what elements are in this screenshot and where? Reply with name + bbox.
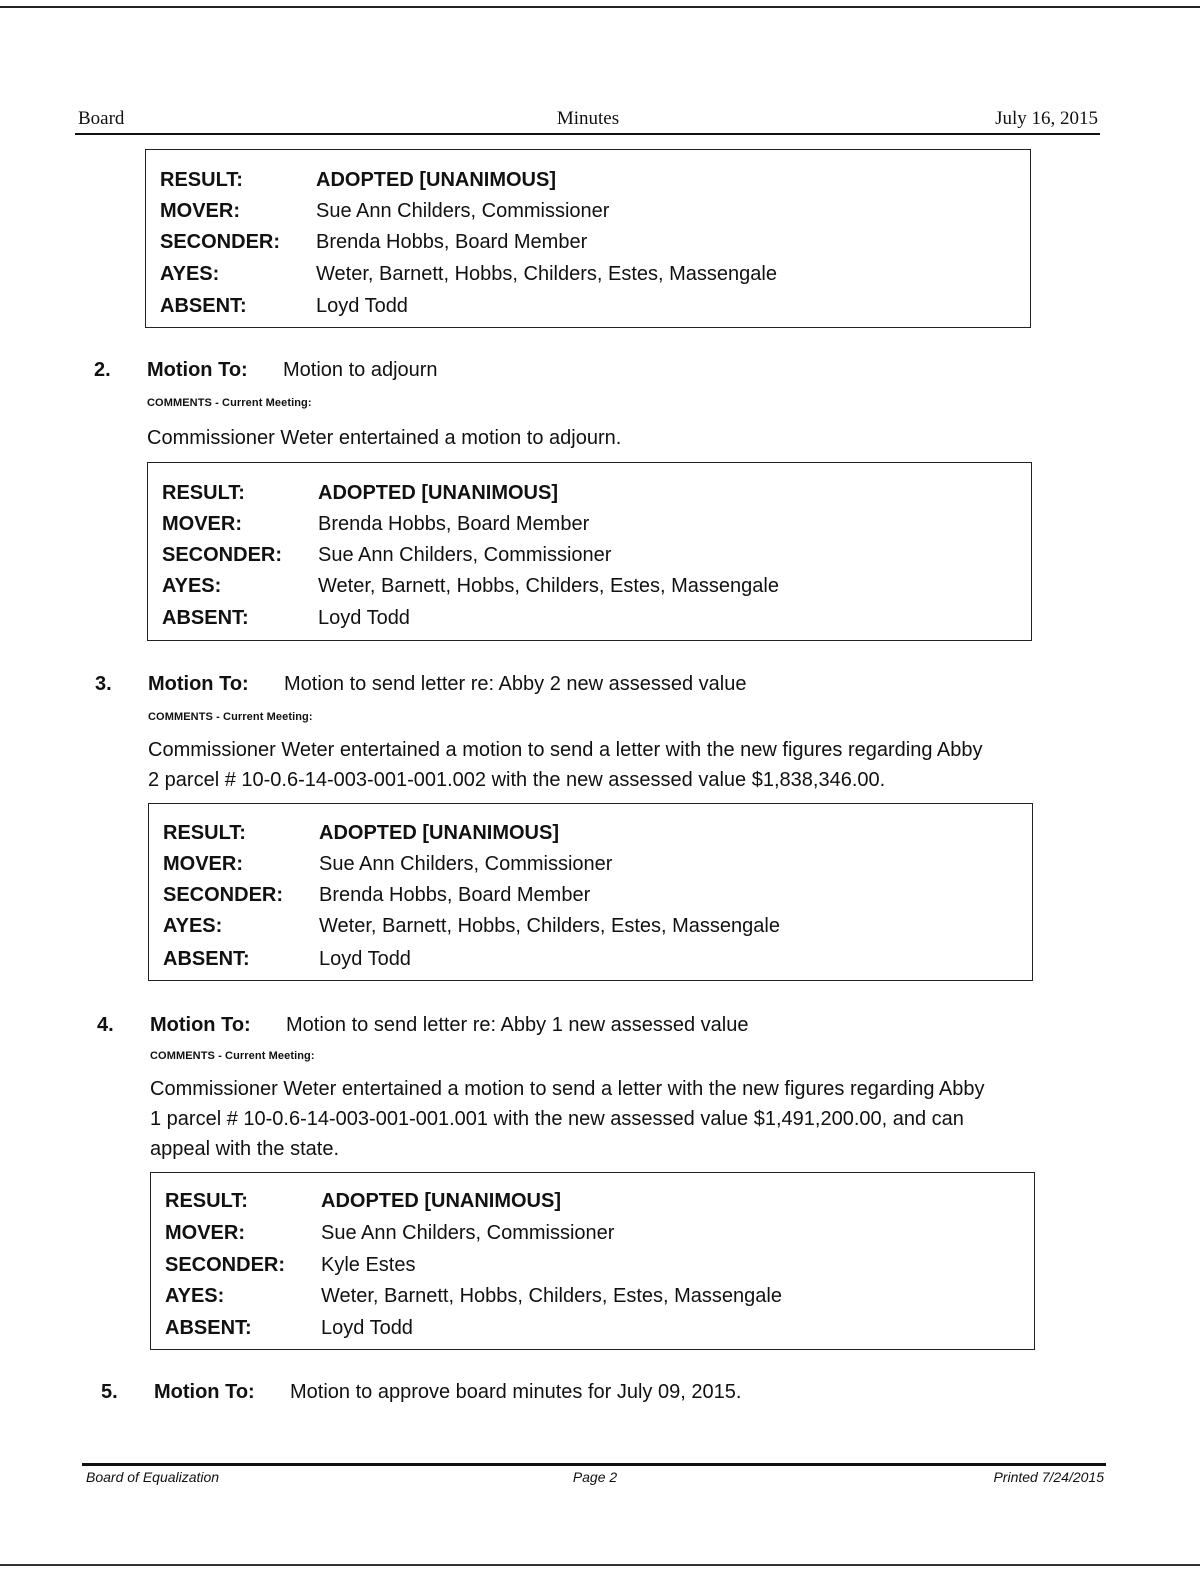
motion-number: 3. bbox=[95, 673, 112, 695]
result-label: RESULT: bbox=[162, 482, 245, 504]
absent-label: ABSENT: bbox=[162, 607, 249, 629]
result-label: RESULT: bbox=[163, 822, 246, 844]
absent-value: Loyd Todd bbox=[316, 295, 408, 317]
mover-value: Brenda Hobbs, Board Member bbox=[318, 513, 590, 535]
comment-line: 2 parcel # 10-0.6-14-003-001-001.002 with the new assessed value $1,838,346.00. bbox=[148, 769, 886, 791]
result-value: ADOPTED [UNANIMOUS] bbox=[319, 822, 559, 844]
result-label: RESULT: bbox=[160, 169, 243, 191]
comment-text bbox=[148, 735, 1038, 795]
comment-text bbox=[150, 1074, 1040, 1164]
seconder-label: SECONDER: bbox=[162, 544, 283, 566]
motion-title: Motion to approve board minutes for July 09, 2015. bbox=[290, 1381, 742, 1403]
mover-label: MOVER: bbox=[160, 200, 240, 222]
page-header bbox=[78, 108, 1098, 134]
ayes-label: AYES: bbox=[160, 263, 220, 285]
motion-title: Motion to adjourn bbox=[283, 359, 438, 381]
comment-line: appeal with the state. bbox=[150, 1138, 340, 1160]
comment-line: Commissioner Weter entertained a motion to adjourn. bbox=[147, 427, 622, 449]
ayes-value: Weter, Barnett, Hobbs, Childers, Estes, Massengale bbox=[319, 915, 780, 937]
header-left: Board bbox=[78, 108, 125, 129]
ayes-label: AYES: bbox=[163, 915, 223, 937]
comments-label: COMMENTS - Current Meeting: bbox=[147, 397, 312, 409]
absent-label: ABSENT: bbox=[163, 948, 250, 970]
motion-number: 5. bbox=[101, 1381, 118, 1403]
seconder-label: SECONDER: bbox=[165, 1254, 286, 1276]
seconder-value: Kyle Estes bbox=[321, 1254, 416, 1276]
mover-value: Sue Ann Childers, Commissioner bbox=[316, 200, 610, 222]
result-label: RESULT: bbox=[165, 1190, 248, 1212]
comment-line: Commissioner Weter entertained a motion to send a letter with the new figures regarding Abby bbox=[148, 739, 983, 761]
motion-to-label: Motion To: bbox=[154, 1381, 255, 1403]
absent-label: ABSENT: bbox=[160, 295, 247, 317]
seconder-value: Sue Ann Childers, Commissioner bbox=[318, 544, 612, 566]
comments-label: COMMENTS - Current Meeting: bbox=[150, 1050, 315, 1062]
absent-value: Loyd Todd bbox=[319, 948, 411, 970]
ayes-value: Weter, Barnett, Hobbs, Childers, Estes, Massengale bbox=[316, 263, 777, 285]
header-right-date: July 16, 2015 bbox=[995, 108, 1098, 129]
ayes-value: Weter, Barnett, Hobbs, Childers, Estes, Massengale bbox=[318, 575, 779, 597]
motion-to-label: Motion To: bbox=[148, 673, 249, 695]
mover-value: Sue Ann Childers, Commissioner bbox=[321, 1222, 615, 1244]
seconder-value: Brenda Hobbs, Board Member bbox=[316, 231, 588, 253]
comment-line: Commissioner Weter entertained a motion to send a letter with the new figures regarding Abby bbox=[150, 1078, 985, 1100]
seconder-value: Brenda Hobbs, Board Member bbox=[319, 884, 591, 906]
mover-label: MOVER: bbox=[163, 853, 243, 875]
seconder-label: SECONDER: bbox=[163, 884, 284, 906]
header-divider bbox=[75, 133, 1100, 135]
printed-date: Printed 7/24/2015 bbox=[993, 1469, 1104, 1485]
footer-divider bbox=[82, 1463, 1106, 1466]
ayes-value: Weter, Barnett, Hobbs, Childers, Estes, Massengale bbox=[321, 1285, 782, 1307]
page-footer bbox=[86, 1469, 1104, 1491]
motion-number: 4. bbox=[97, 1014, 114, 1036]
header-center: Minutes bbox=[556, 108, 620, 129]
motion-to-label: Motion To: bbox=[147, 359, 248, 381]
absent-value: Loyd Todd bbox=[318, 607, 410, 629]
ayes-label: AYES: bbox=[162, 575, 222, 597]
vote-result-box-4 bbox=[150, 1172, 1035, 1350]
seconder-label: SECONDER: bbox=[160, 231, 281, 253]
scan-edge-bottom bbox=[0, 1564, 1200, 1566]
footer-left: Board of Equalization bbox=[86, 1469, 220, 1485]
vote-result-box-2 bbox=[147, 462, 1032, 641]
vote-result-box-1 bbox=[145, 149, 1031, 328]
absent-label: ABSENT: bbox=[165, 1317, 252, 1339]
ayes-label: AYES: bbox=[165, 1285, 225, 1307]
result-value: ADOPTED [UNANIMOUS] bbox=[316, 169, 556, 191]
mover-label: MOVER: bbox=[165, 1222, 245, 1244]
motion-title: Motion to send letter re: Abby 1 new assessed value bbox=[286, 1014, 749, 1036]
motion-title: Motion to send letter re: Abby 2 new assessed value bbox=[284, 673, 747, 695]
vote-result-box-3 bbox=[148, 803, 1033, 981]
motion-to-label: Motion To: bbox=[150, 1014, 251, 1036]
result-value: ADOPTED [UNANIMOUS] bbox=[318, 482, 558, 504]
scan-edge-top bbox=[0, 6, 1200, 8]
result-value: ADOPTED [UNANIMOUS] bbox=[321, 1190, 561, 1212]
absent-value: Loyd Todd bbox=[321, 1317, 413, 1339]
mover-label: MOVER: bbox=[162, 513, 242, 535]
comment-line: 1 parcel # 10-0.6-14-003-001-001.001 with the new assessed value $1,491,200.00, and can bbox=[150, 1108, 964, 1130]
page-number: Page 2 bbox=[572, 1469, 618, 1485]
mover-value: Sue Ann Childers, Commissioner bbox=[319, 853, 613, 875]
motion-number: 2. bbox=[94, 359, 111, 381]
comment-text bbox=[147, 423, 1037, 453]
comments-label: COMMENTS - Current Meeting: bbox=[148, 711, 313, 723]
